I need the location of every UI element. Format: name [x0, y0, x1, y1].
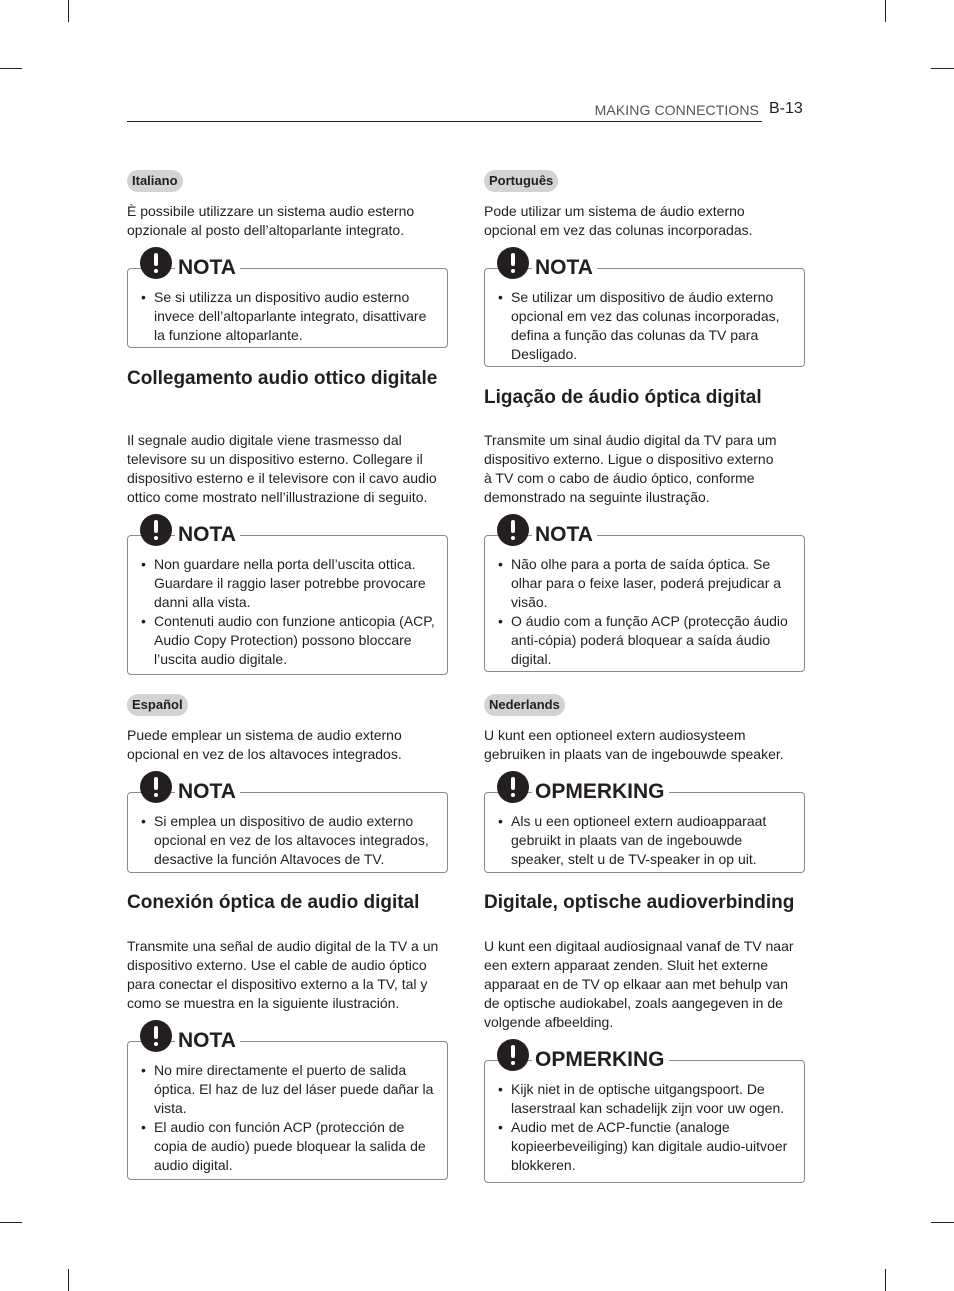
note-item: • Si emplea un dispositivo de audio externo opcional en vez de los altavoces integrados, desactive la función Altavoces de TV. — [154, 812, 439, 869]
note-item: • Se utilizar um dispositivo de áudio externo opcional em vez das colunas incorporadas, defina a função das colunas da TV para Desligado. — [511, 288, 796, 364]
note-list — [128, 793, 447, 873]
header-rule — [127, 121, 762, 122]
note-item: • O áudio com a função ACP (protecção áudio anti-cópia) poderá bloquear a saída áudio digital. — [511, 612, 796, 669]
section-heading: Conexión óptica de audio digital — [127, 892, 420, 913]
crop-mark — [931, 68, 954, 69]
note-box — [484, 523, 805, 672]
header-section-title: MAKING CONNECTIONS — [594, 102, 759, 118]
language-badge: Nederlands — [484, 694, 565, 716]
section-heading: Collegamento audio ottico digitale — [127, 368, 438, 389]
note-title: NOTA — [175, 257, 240, 279]
note-box — [127, 1029, 448, 1180]
crop-mark — [931, 1222, 954, 1223]
exclamation-icon — [497, 247, 529, 279]
note-list — [485, 1061, 804, 1179]
exclamation-icon — [140, 247, 172, 279]
intro-text: U kunt een optioneel extern audiosysteem gebruiken in plaats van de ingebouwde speaker. — [484, 727, 784, 762]
note-box — [127, 780, 448, 873]
note-list — [128, 269, 447, 349]
language-badge: Português — [484, 170, 558, 192]
language-badge: Italiano — [127, 170, 183, 192]
note-title: NOTA — [532, 524, 597, 546]
note-title: OPMERKING — [532, 781, 669, 803]
intro-text: È possibile utilizzare un sistema audio esterno opzionale al posto dell’altoparlante integrato. — [127, 203, 415, 238]
note-item: • Audio met de ACP-functie (analoge kopieerbeveiliging) kan digitale audio-uitvoer blokkeren. — [511, 1118, 796, 1175]
intro-text: Puede emplear un sistema de audio externo opcional en vez de los altavoces integrados. — [127, 727, 402, 762]
exclamation-icon — [140, 771, 172, 803]
exclamation-icon — [497, 1039, 529, 1071]
note-item: • El audio con función ACP (protección de copia de audio) puede bloquear la salida de audio digital. — [154, 1118, 439, 1175]
crop-mark — [885, 1269, 886, 1291]
note-item: • Se si utilizza un dispositivo audio esterno invece dell’altoparlante integrato, disattivare la funzione altoparlante. — [154, 288, 439, 345]
intro-text: Pode utilizar um sistema de áudio externo opcional em vez das colunas incorporadas. — [484, 203, 753, 238]
note-list — [485, 269, 804, 368]
crop-mark — [0, 1222, 22, 1223]
note-item: • Não olhe para a porta de saída óptica. Se olhar para o feixe laser, poderá prejudicar a visão. — [511, 555, 796, 612]
exclamation-icon — [140, 1020, 172, 1052]
note-item: • No mire directamente el puerto de salida óptica. El haz de luz del láser puede dañar la vista. — [154, 1061, 439, 1118]
page-number: B-13 — [769, 100, 803, 117]
crop-mark — [885, 0, 886, 22]
note-box — [127, 256, 448, 348]
body-text: Il segnale audio digitale viene trasmesso dal televisore su un dispositivo esterno. Collegare il dispositivo esterno e il televisore con il cavo audio ottico come mostrato nell’illustrazione di seguito. — [127, 432, 437, 505]
section-heading: Digitale, optische audioverbinding — [484, 892, 795, 913]
body-text: Transmite um sinal áudio digital da TV para um dispositivo externo. Ligue o dispositivo externo à TV com o cabo de áudio óptico, conforme demonstrado na seguinte ilustração. — [484, 432, 777, 505]
note-box — [484, 780, 805, 873]
exclamation-icon — [140, 514, 172, 546]
note-title: NOTA — [175, 1030, 240, 1052]
crop-mark — [0, 68, 22, 69]
crop-mark — [68, 0, 69, 22]
note-title: NOTA — [175, 524, 240, 546]
note-box — [127, 523, 448, 675]
note-item: • Non guardare nella porta dell’uscita ottica. Guardare il raggio laser potrebbe provocare danni alla vista. — [154, 555, 439, 612]
note-list — [485, 793, 804, 873]
crop-mark — [68, 1269, 69, 1291]
note-title: NOTA — [532, 257, 597, 279]
note-title: OPMERKING — [532, 1049, 669, 1071]
section-heading: Ligação de áudio óptica digital — [484, 387, 762, 408]
note-list — [128, 536, 447, 673]
exclamation-icon — [497, 771, 529, 803]
note-box — [484, 256, 805, 367]
note-item: • Kijk niet in de optische uitgangspoort. De laserstraal kan schadelijk zijn voor uw ogen. — [511, 1080, 796, 1118]
exclamation-icon — [497, 514, 529, 546]
note-list — [485, 536, 804, 673]
note-box — [484, 1048, 805, 1183]
note-item: • Als u een optioneel extern audioapparaat gebruikt in plaats van de ingebouwde speaker, stelt u de TV-speaker in op uit. — [511, 812, 796, 869]
body-text: U kunt een digitaal audiosignaal vanaf de TV naar een extern apparaat zenden. Sluit het externe apparaat en de TV op elkaar aan met behulp van de optische audiokabel, zoals aangegeven in de volgende afbeelding. — [484, 938, 794, 1030]
body-text: Transmite una señal de audio digital de la TV a un dispositivo externo. Use el cable de audio óptico para conectar el dispositivo externo a la TV, tal y como se muestra en la siguiente ilustración. — [127, 938, 439, 1011]
note-list — [128, 1042, 447, 1179]
note-item: • Contenuti audio con funzione anticopia (ACP, Audio Copy Protection) possono bloccare l’uscita audio digitale. — [154, 612, 439, 669]
note-title: NOTA — [175, 781, 240, 803]
language-badge: Español — [127, 694, 188, 716]
